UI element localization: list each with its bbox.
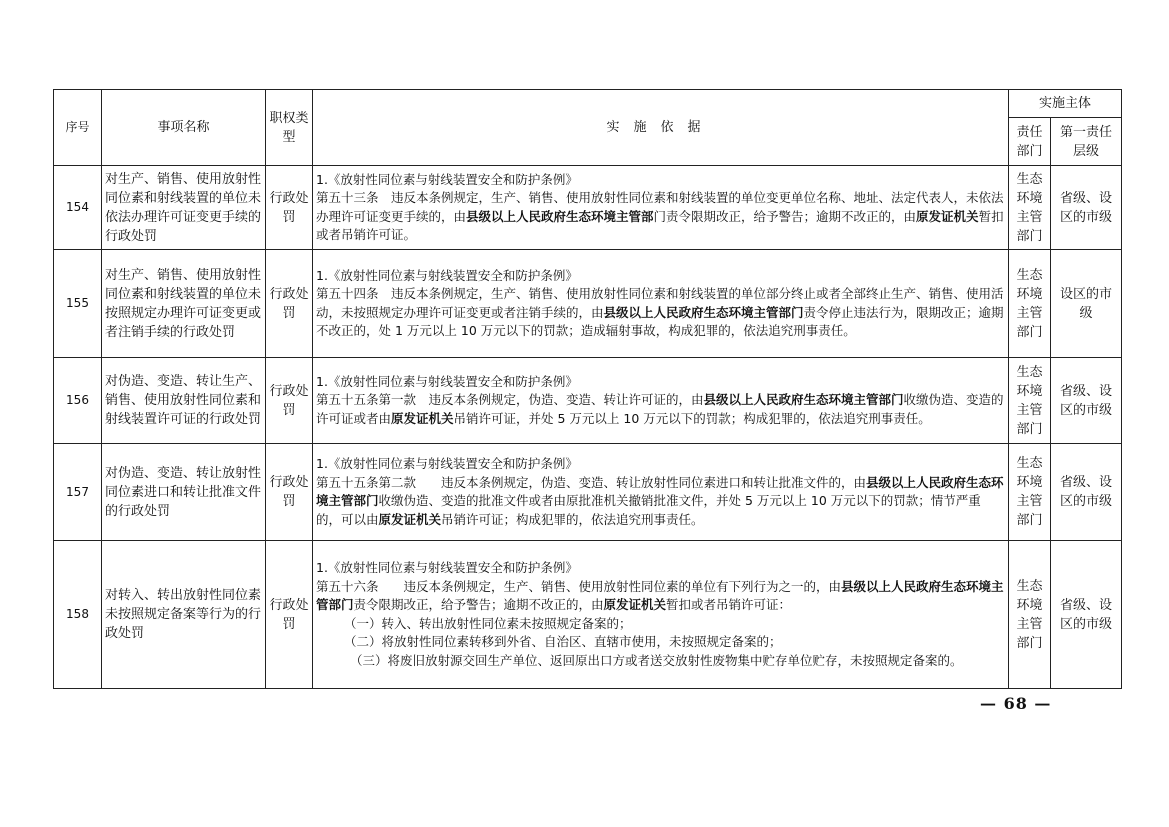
enforcement-items-table <box>53 89 1122 689</box>
table-row <box>54 250 1122 358</box>
basis-law: 1.《放射性同位素与射线装置安全和防护条例》 <box>316 456 578 471</box>
responsible-level: 省级、设区的市级 <box>1051 444 1122 541</box>
row-number: 155 <box>54 250 102 358</box>
header-dept: 责任部门 <box>1009 118 1051 166</box>
basis-text: 暂扣或者吊销许可证。 <box>316 208 1004 242</box>
basis-authority: 县级以上人民政府生态环境主管部门 <box>703 392 904 408</box>
legal-basis <box>313 541 1009 689</box>
item-name: 对转入、转出放射性同位素未按照规定备案等行为的行政处罚 <box>102 541 266 689</box>
basis-clause: （三）将废旧放射源交回生产单位、返回原出口方或者送交放射性废物集中贮存单位贮存，未按照规定备案的。 <box>350 652 963 668</box>
basis-authority: 原发证机关 <box>603 597 667 612</box>
header-type: 职权类型 <box>266 90 313 166</box>
responsible-dept: 生态环境主管部门 <box>1009 444 1051 541</box>
header-no: 序号 <box>54 90 102 166</box>
basis-clause: （二）将放射性同位素转移到外省、自治区、直辖市使用，未按照规定备案的； <box>344 634 782 649</box>
row-number: 158 <box>54 541 102 689</box>
item-name: 对伪造、变造、转让生产、销售、使用放射性同位素和射线装置许可证的行政处罚 <box>102 358 266 444</box>
header-basis: 实施依据 <box>313 90 1009 166</box>
header-level: 第一责任层级 <box>1051 118 1122 166</box>
basis-authority: 原发证机关 <box>378 511 442 527</box>
table-row <box>54 444 1122 541</box>
responsible-dept: 生态环境主管部门 <box>1009 541 1051 689</box>
basis-law: 1.《放射性同位素与射线装置安全和防护条例》 <box>316 267 578 283</box>
responsible-level: 省级、设区的市级 <box>1051 166 1122 250</box>
row-number: 157 <box>54 444 102 541</box>
power-type: 行政处罚 <box>266 358 313 444</box>
basis-authority: 原发证机关 <box>916 208 979 224</box>
basis-authority: 原发证机关 <box>391 410 454 426</box>
basis-text: 暂扣或者吊销许可证： <box>666 597 792 612</box>
basis-law: 1.《放射性同位素与射线装置安全和防护条例》 <box>316 560 578 575</box>
row-number: 154 <box>54 166 102 250</box>
basis-text: 第五十四条 违反本条例规定，生产、销售、使用放射性同位素和射线装置的单位部分终止或者全部终止生产、销售、使用活动，未按照规定办理许可证变更或者注销手续的，由 <box>316 286 1004 320</box>
basis-text: 第五十五条第一款 违反本条例规定，伪造、变造、转让许可证的，由 <box>316 392 704 408</box>
table-row <box>54 358 1122 444</box>
basis-text: 第五十六条 违反本条例规定，生产、销售、使用放射性同位素的单位有下列行为之一的，由 <box>316 578 842 594</box>
power-type: 行政处罚 <box>266 541 313 689</box>
basis-text: 收缴伪造、变造的批准文件或者由原批准机关撤销批准文件，并处 5 万元以上 10 万元以下的罚款；情节严重的，可以由 <box>316 493 981 527</box>
power-type: 行政处罚 <box>266 250 313 358</box>
basis-text: 收缴伪造、变造的许可证或者由 <box>316 392 1004 426</box>
responsible-level: 设区的市级 <box>1051 250 1122 358</box>
page-number: — 68 — <box>980 694 1052 713</box>
item-name: 对生产、销售、使用放射性同位素和射线装置的单位未依法办理许可证变更手续的行政处罚 <box>102 166 266 250</box>
legal-basis <box>313 444 1009 541</box>
basis-clause: （一）转入、转出放射性同位素未按照规定备案的； <box>344 615 632 631</box>
table-row <box>54 166 1122 250</box>
basis-text: 责令停止违法行为，限期改正；逾期不改正的，处 1 万元以上 10 万元以下的罚款；造成辐射事故，构成犯罪的，依法追究刑事责任。 <box>316 304 1004 338</box>
power-type: 行政处罚 <box>266 166 313 250</box>
responsible-level: 省级、设区的市级 <box>1051 358 1122 444</box>
basis-law: 1.《放射性同位素与射线装置安全和防护条例》 <box>316 171 578 187</box>
basis-authority: 县级以上人民政府生态环境主管部门 <box>316 578 1004 612</box>
basis-text: 门责令限期改正，给予警告；逾期不改正的，由 <box>653 208 917 224</box>
basis-text: 第五十三条 违反本条例规定，生产、销售、使用放射性同位素和射线装置的单位变更单位名称、地址、法定代表人，未依法办理许可证变更手续的，由 <box>316 190 1004 224</box>
header-implementer: 实施主体 <box>1009 90 1122 118</box>
legal-basis <box>313 166 1009 250</box>
basis-text: 吊销许可证；构成犯罪的，依法追究刑事责任。 <box>441 511 704 527</box>
basis-law: 1.《放射性同位素与射线装置安全和防护条例》 <box>316 373 578 389</box>
item-name: 对伪造、变造、转让放射性同位素进口和转让批准文件的行政处罚 <box>102 444 266 541</box>
basis-text: 责令限期改正，给予警告；逾期不改正的，由 <box>353 597 604 612</box>
responsible-level: 省级、设区的市级 <box>1051 541 1122 689</box>
basis-authority: 县级以上人民政府生态环境主管部门 <box>603 304 804 320</box>
legal-basis <box>313 358 1009 444</box>
responsible-dept: 生态环境主管部门 <box>1009 358 1051 444</box>
responsible-dept: 生态环境主管部门 <box>1009 250 1051 358</box>
responsible-dept: 生态环境主管部门 <box>1009 166 1051 250</box>
row-number: 156 <box>54 358 102 444</box>
header-name: 事项名称 <box>102 90 266 166</box>
item-name: 对生产、销售、使用放射性同位素和射线装置的单位未按照规定办理许可证变更或者注销手续的行政处罚 <box>102 250 266 358</box>
table-row <box>54 541 1122 689</box>
basis-authority: 县级以上人民政府生态环境主管部 <box>466 208 654 224</box>
basis-text: 第五十五条第二款 违反本条例规定，伪造、变造、转让放射性同位素进口和转让批准文件的，由 <box>316 474 867 490</box>
legal-basis <box>313 250 1009 358</box>
power-type: 行政处罚 <box>266 444 313 541</box>
basis-text: 吊销许可证，并处 5 万元以上 10 万元以下的罚款；构成犯罪的，依法追究刑事责任。 <box>453 410 931 426</box>
basis-authority: 县级以上人民政府生态环境主管部门 <box>316 474 1004 508</box>
